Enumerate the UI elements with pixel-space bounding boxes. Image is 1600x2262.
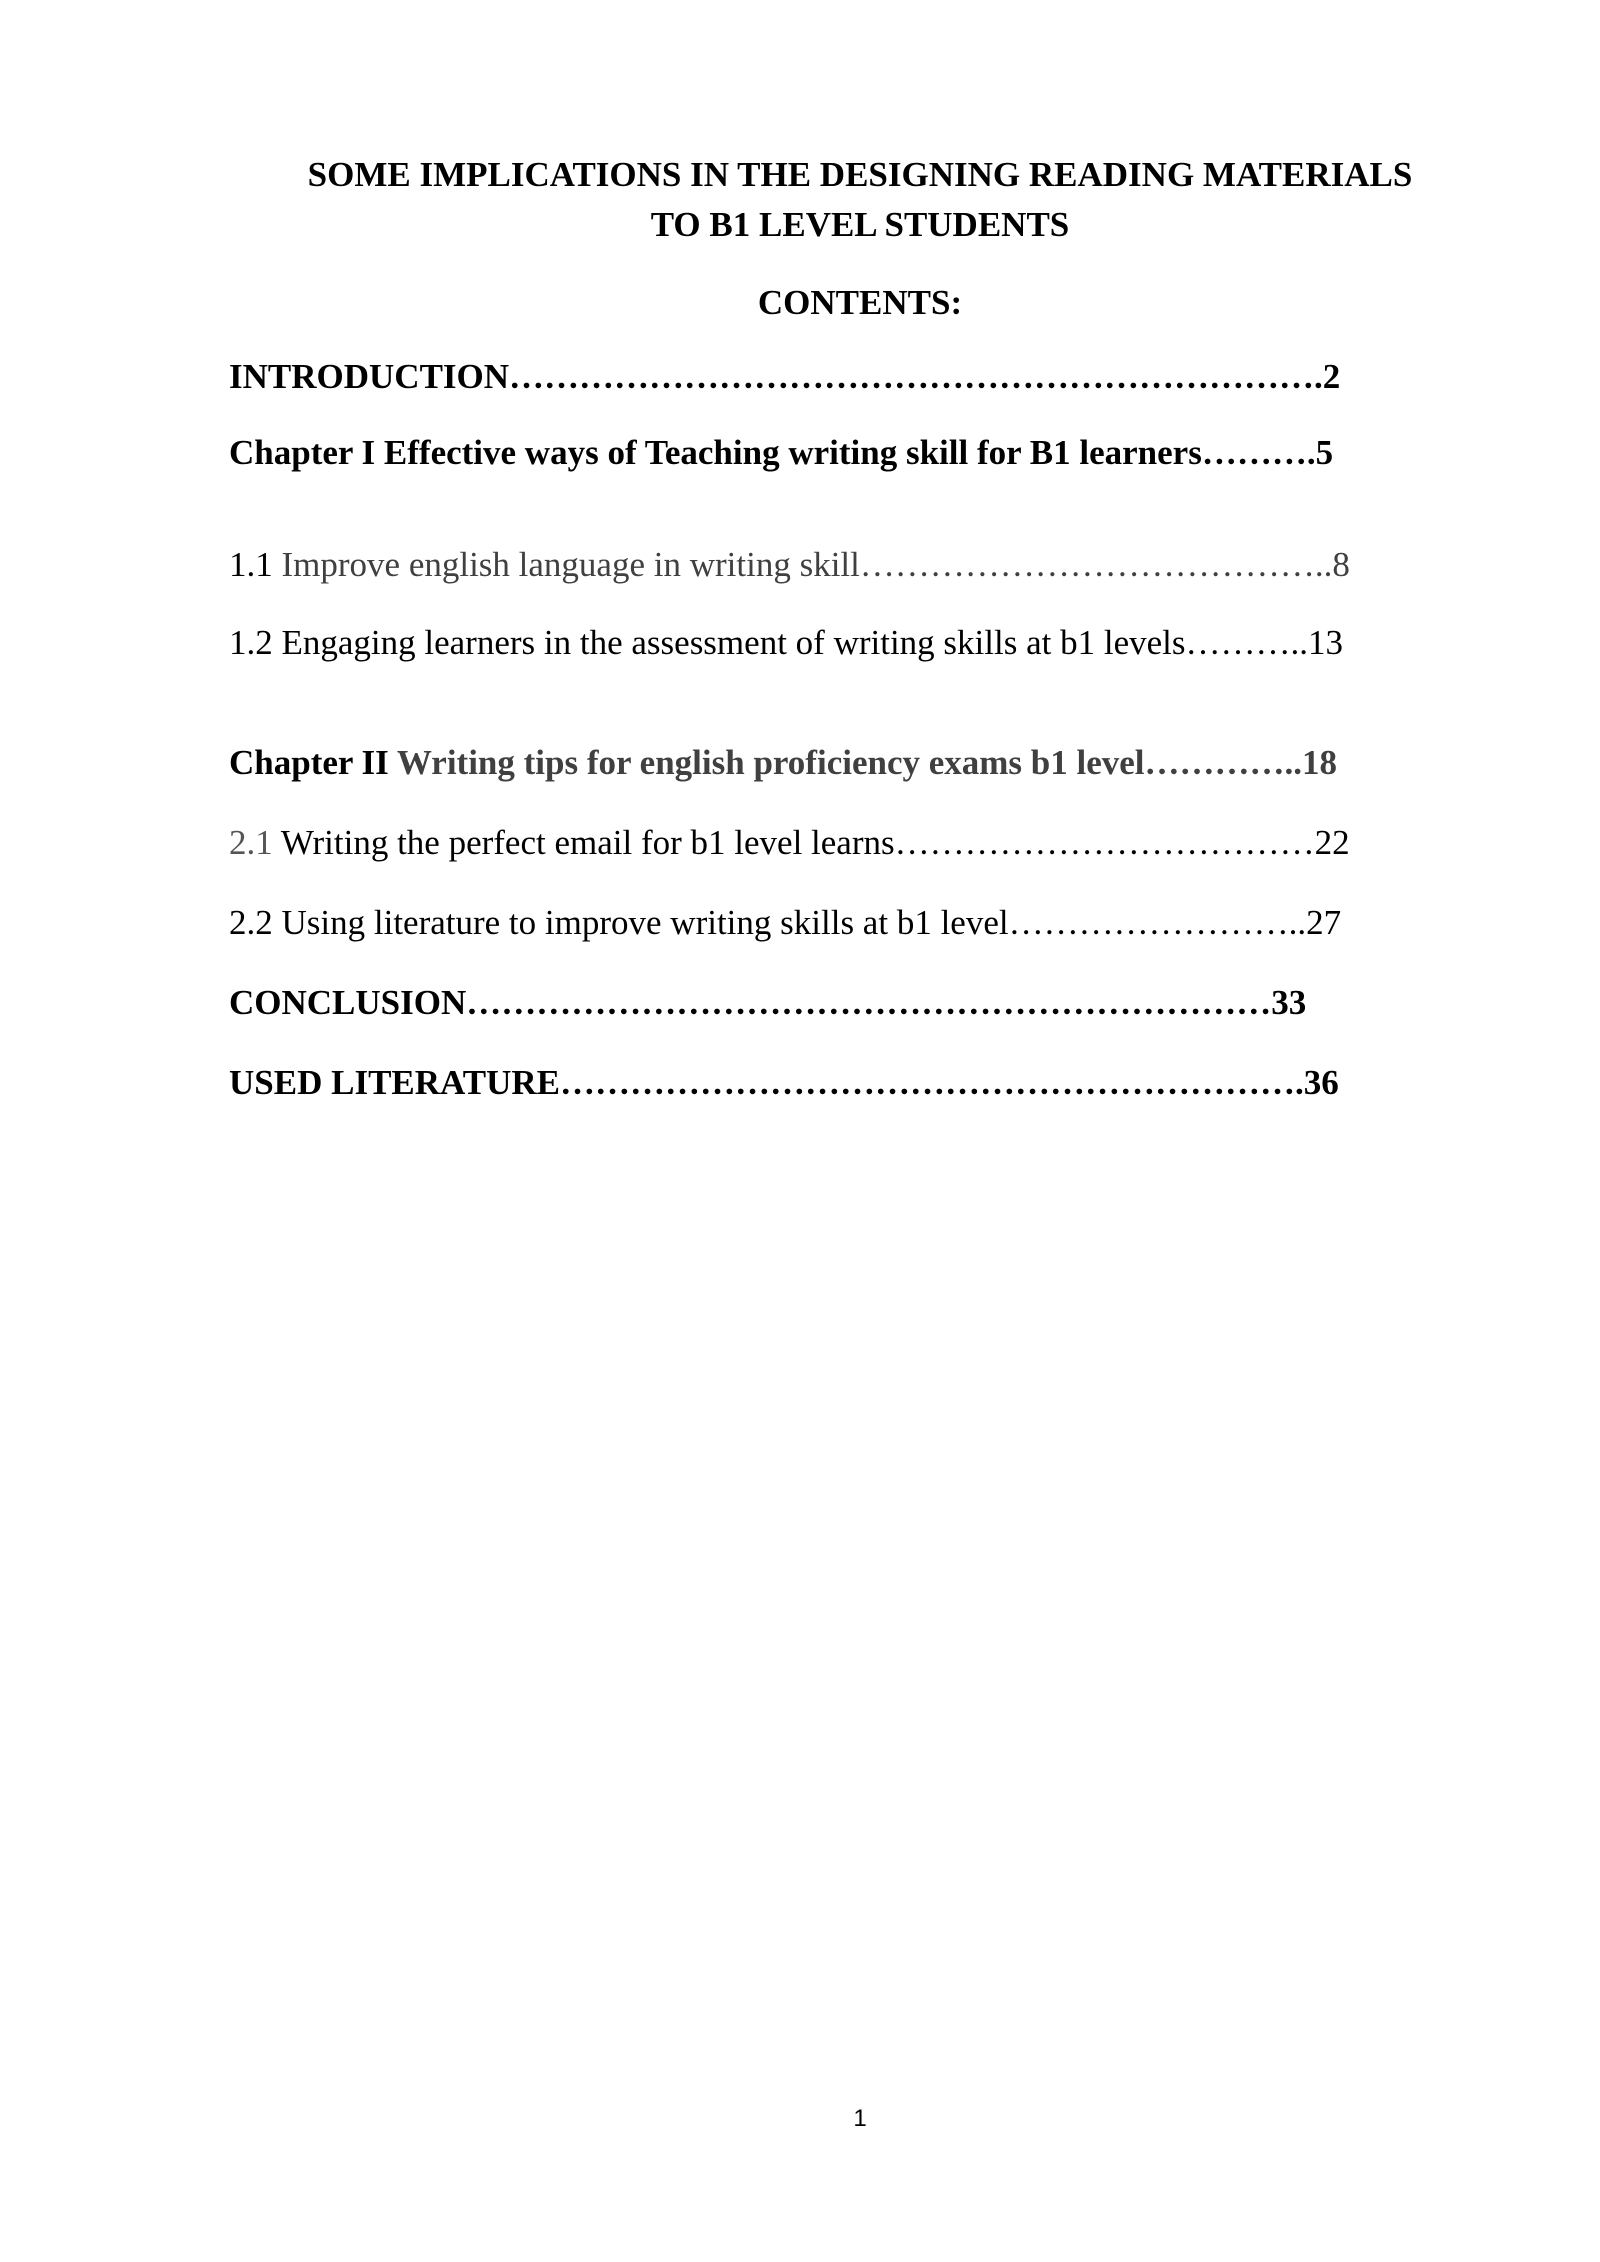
toc-entry-2-1 (229, 818, 1350, 868)
document-title-line-1: SOME IMPLICATIONS IN THE DESIGNING READING MATERIALS (307, 155, 1413, 194)
toc-entry-label: Chapter I Effective ways of Teaching writing skill for B1 learners (229, 433, 1202, 472)
page-number: 1 (853, 2105, 867, 2132)
toc-entry-page: 18 (1302, 743, 1338, 782)
toc-entry-leader: ………….. (1144, 743, 1303, 782)
toc-entry-page: 22 (1314, 823, 1350, 862)
toc-entry-label: INTRODUCTION (229, 357, 510, 396)
toc-entry-2-2 (229, 898, 1341, 948)
toc-entry-label: 2.2 Using literature to improve writing skills at b1 level (229, 903, 1009, 942)
toc-entry-number: 2.1 (229, 823, 273, 862)
toc-entry-page: 27 (1306, 903, 1342, 942)
toc-entry-label: CONCLUSION (229, 983, 467, 1022)
toc-entry-leader: ……….. (1185, 623, 1308, 662)
toc-entry-page: 33 (1271, 983, 1307, 1022)
toc-entry-label: 1.2 Engaging learners in the assessment of writing skills at b1 levels (229, 623, 1186, 662)
toc-entry-introduction (229, 352, 1340, 402)
toc-entry-conclusion (229, 978, 1306, 1028)
toc-entry-page: 2 (1322, 357, 1341, 396)
toc-entry-chapter-2 (229, 738, 1337, 788)
toc-entry-label: Improve english language in writing skill (272, 545, 860, 584)
toc-entry-label: Writing tips for english proficiency exams b1 level (388, 743, 1145, 782)
toc-entry-page: 5 (1315, 433, 1334, 472)
toc-entry-number: 1.1 (229, 545, 273, 584)
toc-entry-leader: ………………………………………………………. (559, 1063, 1304, 1102)
toc-entry-leader: ………………………………….. (859, 545, 1333, 584)
toc-entry-used-literature (229, 1058, 1339, 1108)
toc-entry-label: Writing the perfect email for b1 level learns (272, 823, 895, 862)
toc-entry-leader: ……………………………… (894, 823, 1315, 862)
toc-entry-chapter-1 (229, 428, 1333, 478)
toc-entry-prefix: Chapter II (229, 743, 389, 782)
toc-entry-label: USED LITERATURE (229, 1063, 560, 1102)
toc-entry-leader: …………………….. (1008, 903, 1307, 942)
toc-entry-page: 8 (1332, 545, 1350, 584)
toc-entry-leader: ……………………………………………………………. (509, 357, 1323, 396)
toc-entry-1-2 (229, 618, 1343, 668)
toc-entry-leader: ………. (1201, 433, 1316, 472)
toc-entry-leader: …………………………………………………………… (466, 983, 1272, 1022)
toc-entry-1-1 (229, 540, 1350, 590)
toc-entry-page: 13 (1307, 623, 1343, 662)
document-title-line-2: TO B1 LEVEL STUDENTS (650, 205, 1070, 244)
toc-entry-page: 36 (1303, 1063, 1339, 1102)
contents-heading: CONTENTS: (757, 283, 963, 322)
